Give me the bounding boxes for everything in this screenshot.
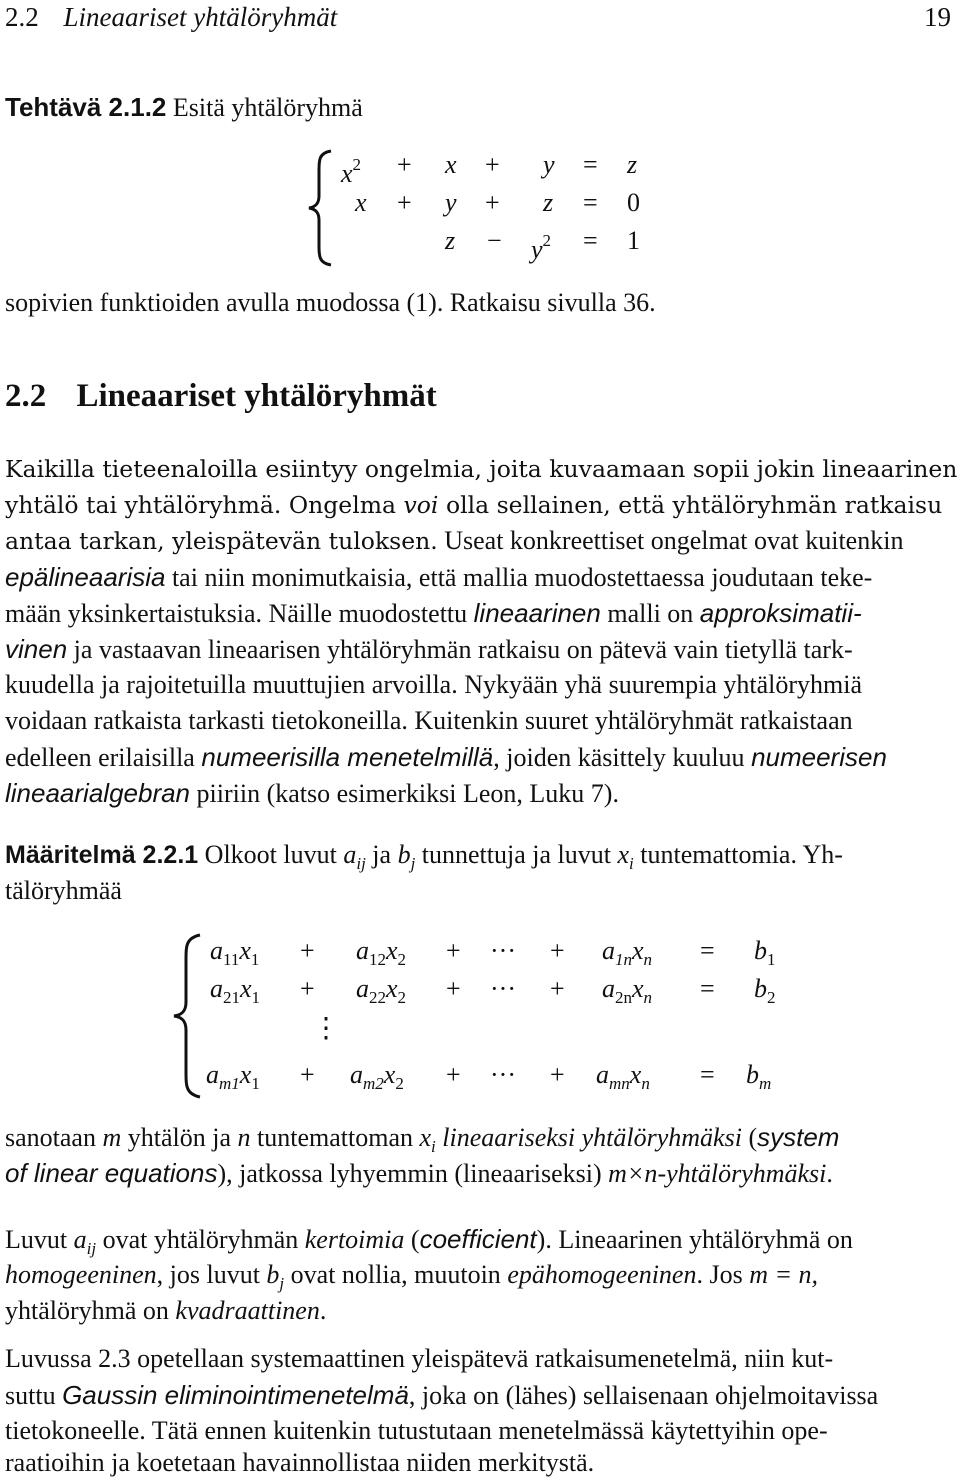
sys1-r1-y: y	[543, 150, 555, 179]
sys1-r3-y: $y^2$	[531, 231, 552, 264]
gen-rm-termn: $a_{mn}x_n$	[596, 1060, 650, 1093]
page-number: 19	[924, 2, 951, 32]
header-section-number: 2.2	[5, 2, 39, 32]
gen-r1-termn: $a_{1n}x_n$	[602, 936, 653, 969]
para3-line1: Luvut $a_{ij}$ ovat yhtälöryhmän kertoimia (coefficient). Lineaarinen yhtälöryhmä on	[5, 1224, 853, 1258]
para1-line4: epälineaarisia tai niin monimutkaisia, että mallia muodostettaessa joudutaan teke-	[5, 562, 873, 592]
section-heading	[5, 378, 437, 415]
emphasis-lineaarialgebran: lineaarialgebran	[5, 778, 191, 808]
emphasis-voi: voi	[403, 491, 439, 519]
gen-r1-term1: $a_{11}x_1$	[210, 936, 260, 969]
emphasis-epahomogeeninen: epähomogeeninen	[507, 1260, 697, 1289]
definition-line2: tälöryhmää	[5, 876, 122, 905]
para4-line2: suttu Gaussin eliminointimenetelmä, joka on (lähes) sellaisenaan ohjelmoitavissa	[5, 1380, 879, 1410]
para3-line2: homogeeninen, jos luvut $b_j$ ovat nollia, muutoin epähomogeeninen. Jos m = n,	[5, 1260, 819, 1293]
sys1-r3-z: z	[445, 226, 456, 255]
gen-r2-term1: $a_{21}x_1$	[210, 974, 261, 1007]
gen-rm-cdots: ···	[490, 1060, 516, 1089]
para1-line6: vinen ja vastaavan lineaarisen yhtälöryhmän ratkaisu on pätevä vain tietyllä tark-	[5, 634, 853, 664]
sys1-r1-plus1: +	[397, 150, 412, 179]
sys1-r3-one: 1	[627, 226, 640, 255]
para1-line5: mään yksinkertaistuksia. Näille muodostettu lineaarinen malli on approksimatii-	[5, 598, 862, 628]
gen-r1-term2: $a_{12}x_2$	[356, 936, 407, 969]
gen-r1-rhs: $b_1$	[754, 936, 776, 969]
emphasis-gaussin-eliminointimenetelma: Gaussin eliminointimenetelmä	[62, 1380, 409, 1410]
exercise-equation-system	[305, 148, 665, 268]
emphasis-coefficient: coefficient	[419, 1224, 537, 1254]
para3-line3: yhtälöryhmä on kvadraattinen.	[5, 1296, 327, 1325]
sys1-r1-x: $x^2$	[341, 155, 362, 188]
emphasis-numeerisilla-menetelmilla: numeerisilla menetelmillä	[201, 742, 494, 772]
exercise-label: Tehtävä 2.1.2	[5, 92, 167, 122]
gen-r2-termn: $a_{2n}x_n$	[602, 974, 653, 1007]
gen-rm-rhs: $b_m$	[746, 1060, 772, 1093]
para4-line1: Luvussa 2.3 opetellaan systemaattinen yleispätevä ratkaisumenetelmä, niin kut-	[5, 1344, 834, 1373]
emphasis-approksimatiivinen: approksimatii-	[699, 598, 862, 628]
sys1-r2-x: x	[355, 188, 367, 217]
sys1-r1-eq: =	[583, 150, 598, 179]
section-number: 2.2	[5, 378, 47, 414]
exercise-after-text: sopivien funktioiden avulla muodossa (1). Ratkaisu sivulla 36.	[5, 288, 656, 317]
gen-r2-cdots: ···	[490, 974, 516, 1003]
gen-rm-term2: $a_{m2}x_2$	[350, 1060, 404, 1093]
sys1-r2-eq: =	[583, 188, 598, 217]
gen-rm-term1: $a_{m1}x_1$	[206, 1060, 260, 1093]
para1-line9: edelleen erilaisilla numeerisilla menetelmillä, joiden käsittely kuuluu numeerisen	[5, 742, 887, 772]
sys1-r2-plus1: +	[397, 188, 412, 217]
para1-line10: lineaarialgebran piiriin (katso esimerkiksi Leon, Luku 7).	[5, 778, 619, 808]
section-title: Lineaariset yhtälöryhmät	[76, 378, 437, 414]
sys1-r2-z: z	[543, 188, 554, 217]
para4-line3: tietokoneelle. Tätä ennen kuitenkin tutustutaan menetelmässä käytettyihin ope-	[5, 1416, 828, 1445]
definition-line1: Määritelmä 2.2.1 Olkoot luvut $a_{ij}$ ja $b_j$ tunnettuja ja luvut $x_i$ tuntemattomia. Yh-	[5, 840, 843, 873]
exercise-heading	[5, 90, 363, 125]
emphasis-homogeeninen: homogeeninen	[5, 1260, 157, 1289]
sys1-r2-y: y	[445, 188, 457, 217]
emphasis-numeerisen: numeerisen	[751, 742, 887, 772]
left-brace-icon	[305, 148, 335, 268]
sys1-r3-minus: −	[487, 226, 502, 255]
sys1-r2-zero: 0	[627, 188, 640, 217]
gen-r1-plus1: +	[300, 936, 315, 965]
gen-r1-plus3: +	[550, 936, 565, 965]
para2-line2: of linear equations), jatkossa lyhyemmin (lineaariseksi) m×n-yhtälöryhmäksi.	[5, 1158, 833, 1188]
gen-vdots: ⋮	[312, 1013, 340, 1044]
para1-line1: Kaikilla tieteenaloilla esiintyy ongelmia, joita kuvaamaan sopii jokin lineaarinen	[5, 455, 958, 483]
para1-line2: yhtälö tai yhtälöryhmä. Ongelma voi olla sellainen, että yhtälöryhmän ratkaisu	[5, 491, 943, 519]
sys1-r1-plus2: +	[485, 150, 500, 179]
gen-r2-plus1: +	[300, 974, 315, 1003]
sys1-r3-eq: =	[583, 226, 598, 255]
gen-rm-plus3: +	[550, 1060, 565, 1089]
para2-line1: sanotaan m yhtälön ja n tuntemattoman $x_i$ lineaariseksi yhtälöryhmäksi (system	[5, 1122, 840, 1156]
gen-r2-term2: $a_{22}x_2$	[356, 974, 407, 1007]
gen-rm-eq: =	[700, 1060, 715, 1089]
sys1-r2-plus2: +	[485, 188, 500, 217]
exercise-text: Esitä yhtälöryhmä	[172, 93, 363, 122]
sys1-r1-x2: x	[445, 150, 457, 179]
emphasis-system-of-linear-equations: of linear equations	[5, 1158, 218, 1188]
emphasis-lineaarinen: lineaarinen	[473, 598, 601, 628]
emphasis-kertoimia: kertoimia	[304, 1225, 405, 1254]
para1-line8: voidaan ratkaista tarkasti tietokoneilla. Kuitenkin suuret yhtälöryhmät ratkaistaan	[5, 706, 853, 735]
para1-line3: antaa tarkan, yleispätevän tuloksen. Useat konkreettiset ongelmat ovat kuitenkin	[5, 526, 904, 555]
sys1-r1-z: z	[627, 150, 638, 179]
definition-label: Määritelmä 2.2.1	[5, 841, 199, 869]
emphasis-kvadraattinen: kvadraattinen	[175, 1296, 320, 1325]
gen-rm-plus2: +	[446, 1060, 461, 1089]
gen-r2-plus2: +	[446, 974, 461, 1003]
emphasis-lineaariseksi-yhtaloryhmaksi: lineaariseksi yhtälöryhmäksi	[442, 1123, 742, 1152]
gen-r2-rhs: $b_2$	[754, 974, 776, 1007]
gen-r1-eq: =	[700, 936, 715, 965]
header-title: Lineaariset yhtälöryhmät	[63, 2, 338, 32]
emphasis-epalineaarisia: epälineaarisia	[5, 562, 166, 592]
para4-line4: raatioihin ja koetetaan havainnollistaa niiden merkitystä.	[5, 1448, 595, 1477]
gen-rm-plus1: +	[300, 1060, 315, 1089]
gen-r2-plus3: +	[550, 974, 565, 1003]
gen-r1-plus2: +	[446, 936, 461, 965]
left-brace-icon	[170, 932, 204, 1100]
para1-line7: kuudella ja rajoitetuilla muuttujien arvoilla. Nykyään yhä suurempia yhtälöryhmiä	[5, 670, 863, 699]
gen-r1-cdots: ···	[490, 936, 516, 965]
general-equation-system	[170, 932, 810, 1100]
running-header	[5, 2, 337, 33]
gen-r2-eq: =	[700, 974, 715, 1003]
